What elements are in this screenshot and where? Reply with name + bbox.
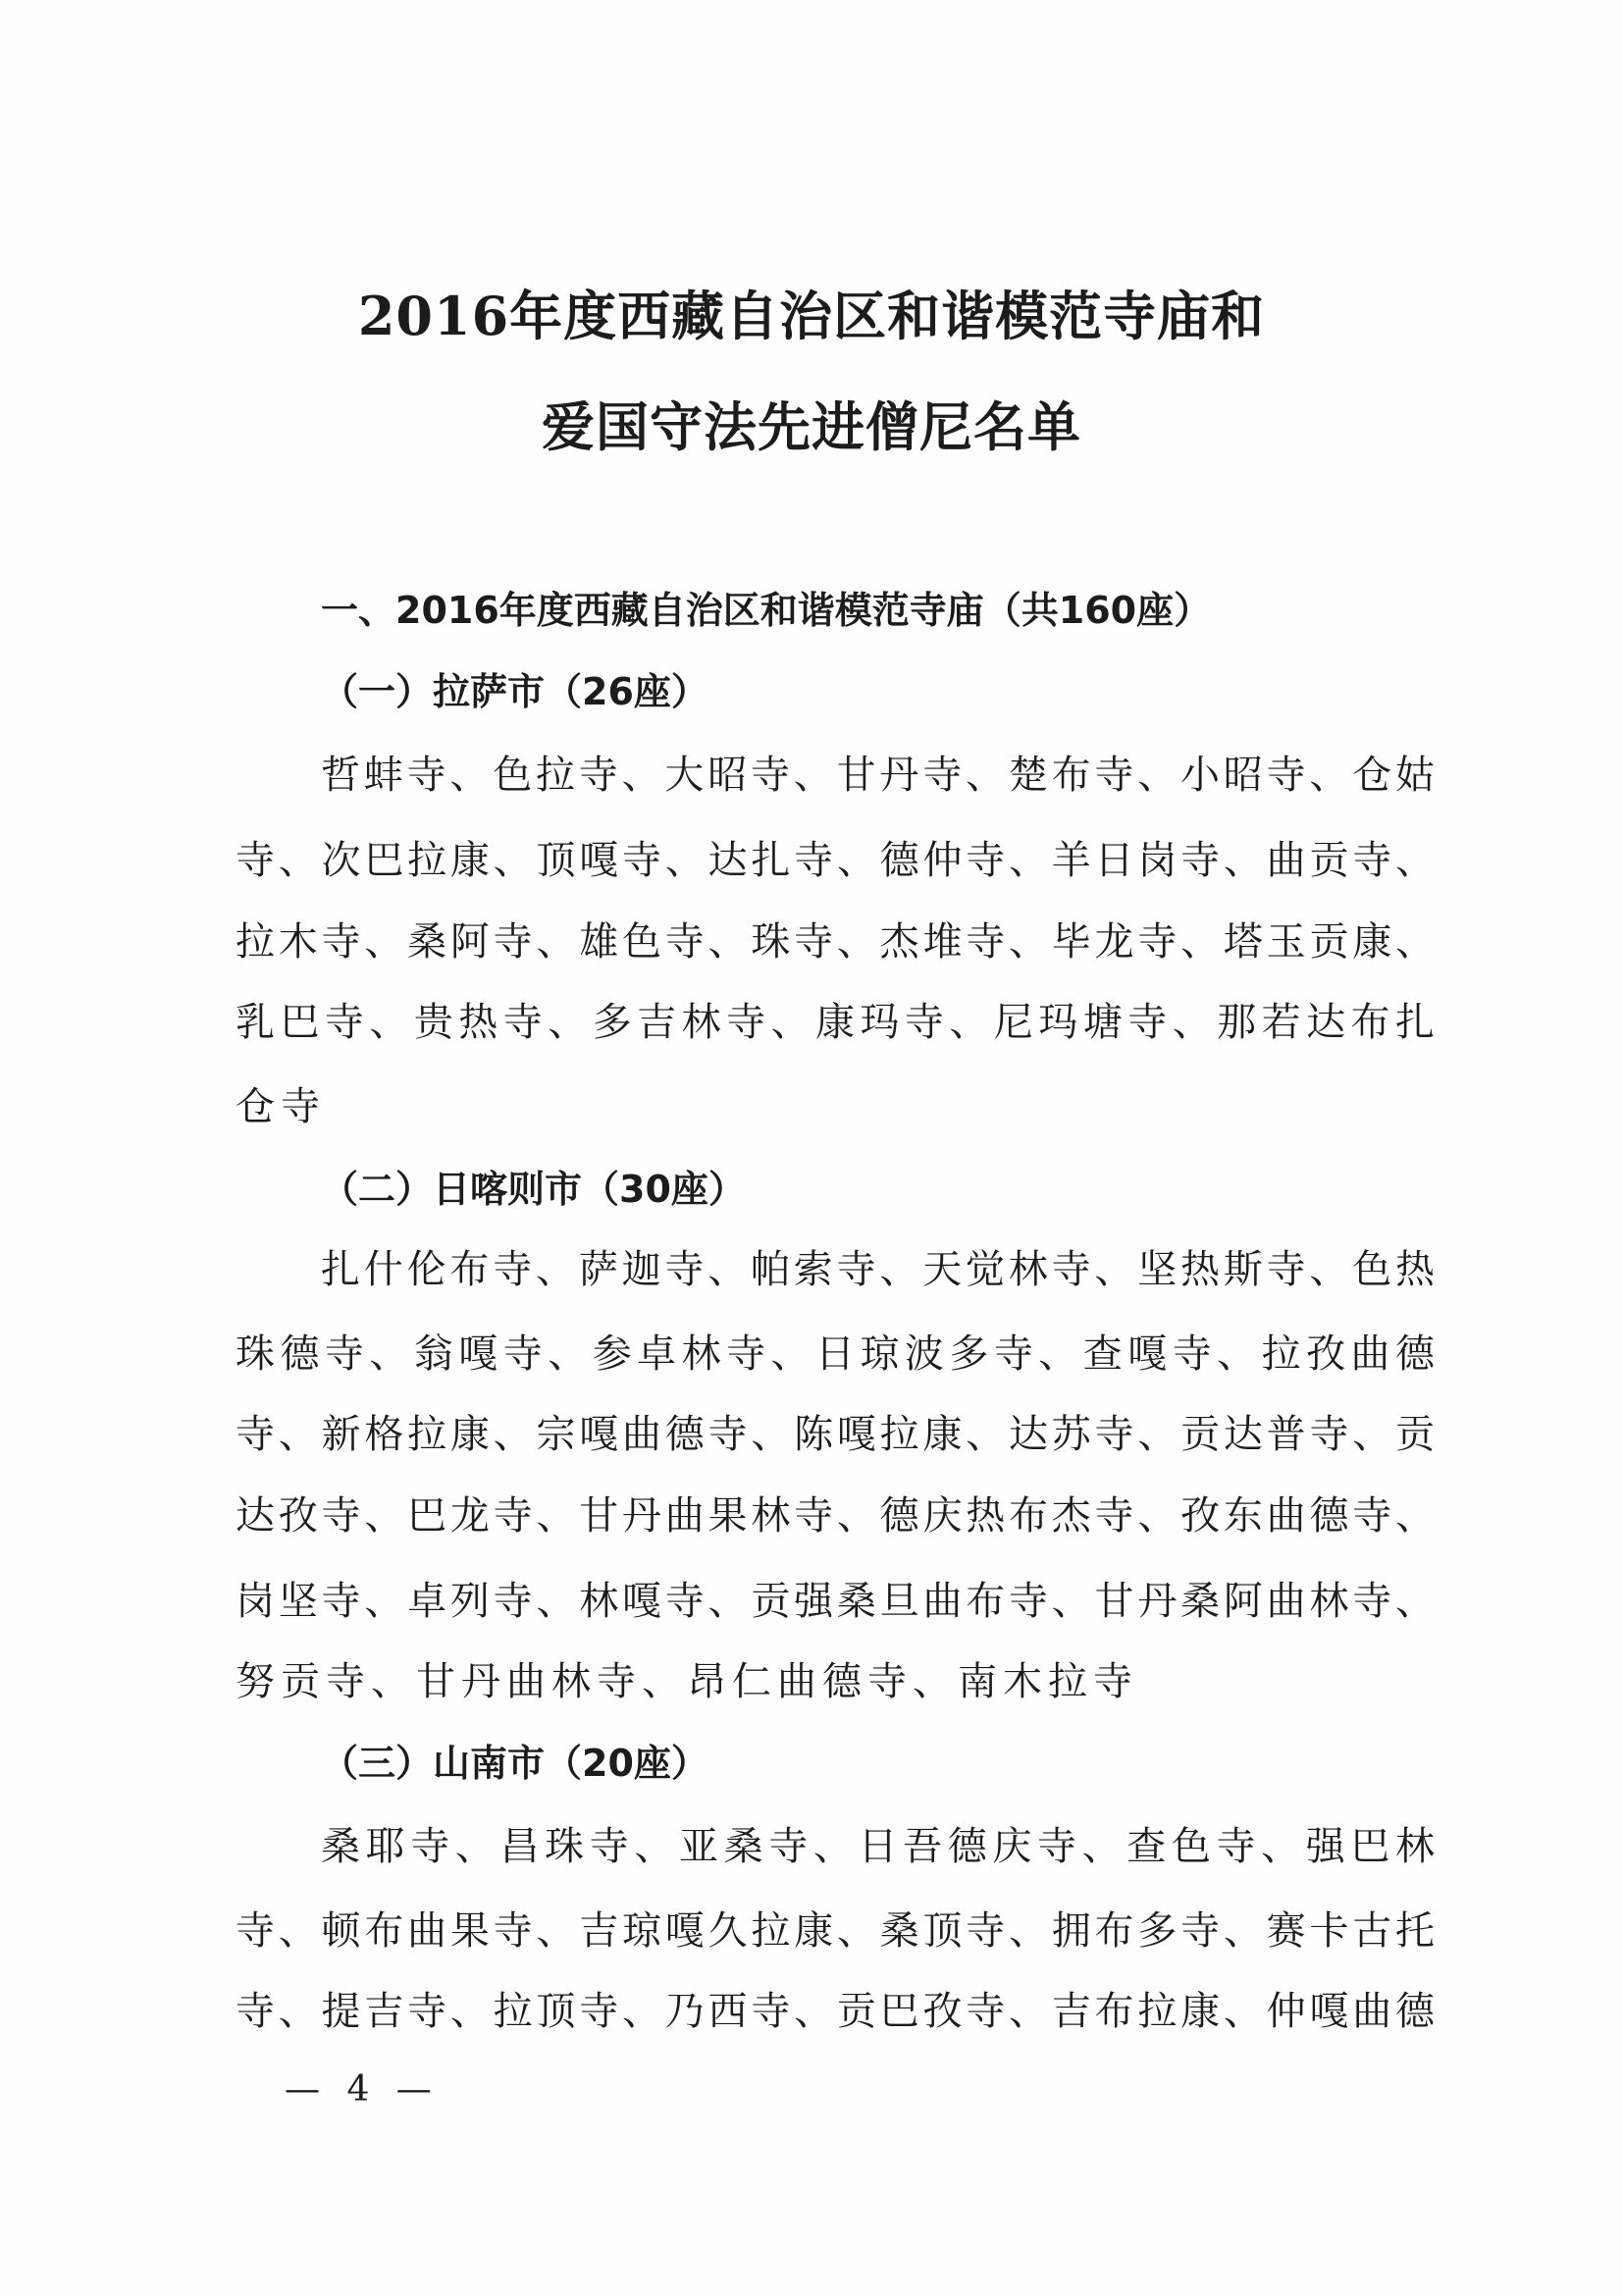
paragraph-line: 拉木寺、桑阿寺、雄色寺、珠寺、杰堆寺、毕龙寺、塔玉贡康、 xyxy=(236,919,1435,965)
paragraph-line: 努贡寺、甘丹曲林寺、昂仁曲德寺、南木拉寺 xyxy=(236,1659,1138,1704)
paragraph-line: 仓寺 xyxy=(236,1084,326,1129)
section-heading: 一、2016年度西藏自治区和谐模范寺庙（共160座） xyxy=(321,589,1212,632)
paragraph-line: 扎什伦布寺、萨迦寺、帕索寺、天觉林寺、坚热斯寺、色热 xyxy=(321,1247,1435,1292)
paragraph-line: 达孜寺、巴龙寺、甘丹曲果林寺、德庆热布杰寺、孜东曲德寺、 xyxy=(236,1493,1435,1539)
group-heading-lhasa: （一）拉萨市（26座） xyxy=(321,670,708,713)
document-title-line-1: 2016年度西藏自治区和谐模范寺庙和 xyxy=(357,285,1266,347)
paragraph-line: 桑耶寺、昌珠寺、亚桑寺、日吾德庆寺、查色寺、强巴林 xyxy=(321,1824,1435,1869)
document-title-line-2: 爱国守法先进僧尼名单 xyxy=(542,395,1081,458)
paragraph-line: 寺、提吉寺、拉顶寺、乃西寺、贡巴孜寺、吉布拉康、仲嘎曲德 xyxy=(236,1989,1435,2034)
paragraph-line: 寺、次巴拉康、顶嘎寺、达扎寺、德仲寺、羊日岗寺、曲贡寺、 xyxy=(236,838,1435,883)
paragraph-line: 哲蚌寺、色拉寺、大昭寺、甘丹寺、楚布寺、小昭寺、仓姑 xyxy=(321,753,1435,798)
paragraph-line: 岗坚寺、卓列寺、林嘎寺、贡强桑旦曲布寺、甘丹桑阿曲林寺、 xyxy=(236,1579,1435,1624)
page-number: — 4 — xyxy=(285,2069,440,2110)
group-heading-shigatse: （二）日喀则市（30座） xyxy=(321,1168,746,1211)
paragraph-line: 寺、新格拉康、宗嘎曲德寺、陈嘎拉康、达苏寺、贡达普寺、贡 xyxy=(236,1412,1435,1457)
paragraph-line: 乳巴寺、贵热寺、多吉林寺、康玛寺、尼玛塘寺、那若达布扎 xyxy=(236,1000,1435,1045)
group-heading-shannan: （三）山南市（20座） xyxy=(321,1742,708,1785)
paragraph-line: 寺、顿布曲果寺、吉琼嘎久拉康、桑顶寺、拥布多寺、赛卡古托 xyxy=(236,1908,1435,1954)
paragraph-line: 珠德寺、翁嘎寺、参卓林寺、日琼波多寺、查嘎寺、拉孜曲德 xyxy=(236,1331,1435,1377)
